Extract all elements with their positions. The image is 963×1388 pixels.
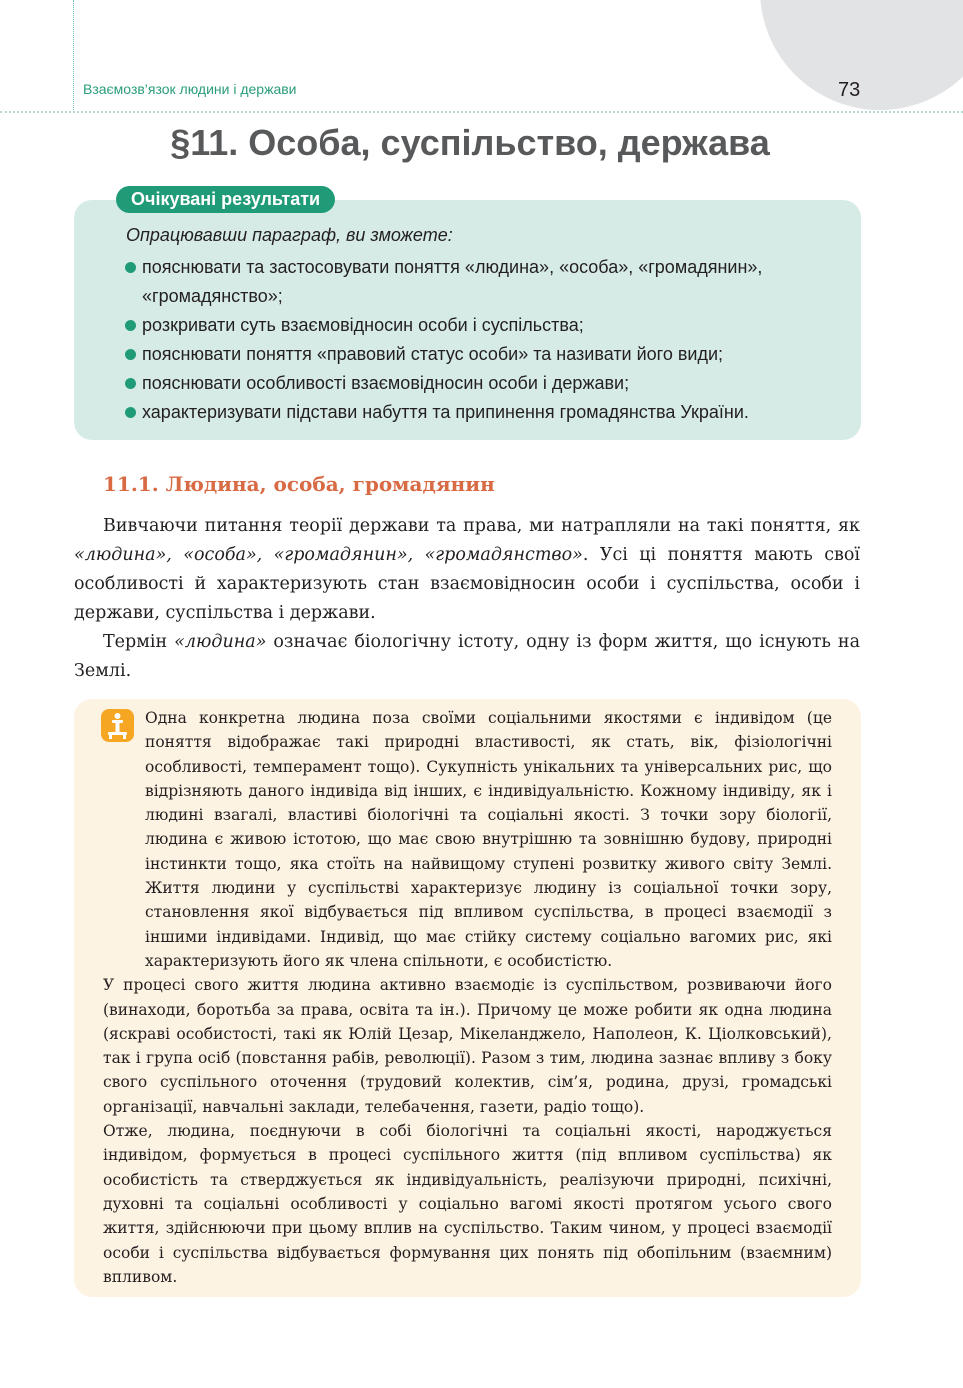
list-item: розкривати суть взаємовідносин особи і суспільства; <box>125 311 850 340</box>
bullet-icon <box>125 320 136 331</box>
info-paragraph: У процесі свого життя людина активно взаємодіє із суспільством, розвиваючи його (винаходи, боротьба за права, освіта та ін.). Причому це може робити як одна людина (яскраві особистості, такі як Юлій Цезар, Мікеланджело, Наполеон, К. Ціолковський), так і група осіб (повстання рабів, революції). Разом з тим, людина зазнає впливу з боку свого суспільного оточення (трудовий колектив, сім’я, родина, друзі, громадські організації, навчальні заклади, телебачення, газети, радіо тощо). <box>103 976 832 1116</box>
expected-results-intro: Опрацювавши параграф, ви зможете: <box>126 225 453 245</box>
page-number: 73 <box>838 79 861 101</box>
term-italic: «людина», «особа», «громадянин», «громадянство» <box>74 545 583 565</box>
term-italic: «людина» <box>174 632 267 652</box>
body-text <box>74 512 860 686</box>
bullet-icon <box>125 378 136 389</box>
paragraph: Термін «людина» означає біологічну істоту, одну із форм життя, що існують на Землі. <box>74 632 861 681</box>
list-item: пояснювати та застосовувати поняття «людина», «особа», «громадянин», «громадянство»; <box>125 253 850 311</box>
bullet-icon <box>125 262 136 273</box>
expected-results-label: Очікувані результати <box>116 186 335 213</box>
section-heading: 11.1. Людина, особа, громадянин <box>103 472 495 496</box>
info-paragraph: Отже, людина, поєднуючи в собі біологічні та соціальні якості, народжується індивідом, формується в процесі суспільного життя (під впливом суспільства) як особистість та стверджується як індивідуальність, реалізуючи природні, психічні, духовні та соціальні особливості у соціально вагомі якості протягом усього свого життя, здійснюючи при цьому вплив на суспільство. Таким чином, у процесі взаємодії особи і суспільства відбувається формування цих понять під обопільним (взаємним) впливом. <box>103 1122 832 1286</box>
list-item: пояснювати поняття «правовий статус особи» та називати його види; <box>125 340 850 369</box>
header-divider <box>0 111 963 113</box>
expected-results-list <box>125 253 850 427</box>
paragraph: Вивчаючи питання теорії держави та права, ми натрапляли на такі поняття, як «людина», «особа», «громадянин», «громадянство». Усі ці поняття мають свої особливості й характеризують стан взаємовідносин особи і суспільства, особи і держави, суспільства і держави. <box>74 516 860 623</box>
bullet-icon <box>125 407 136 418</box>
list-item: характеризувати підстави набуття та припинення громадянства України. <box>125 398 850 427</box>
corner-decoration <box>760 0 963 110</box>
list-item: пояснювати особливості взаємовідносин особи і держави; <box>125 369 850 398</box>
page-title: §11. Особа, суспільство, держава <box>170 122 770 163</box>
running-head: Взаємозв’язок людини і держави <box>83 81 297 97</box>
info-paragraph: Одна конкретна людина поза своїми соціальними якостями є індивідом (це поняття відображає такі природні властивості, як стать, вік, фізіологічні особливості, темперамент тощо). Сукупність унікальних та універсальних рис, що відрізняють даного індивіда від інших, є індивідуальністю. Кожному індивіду, як і людині взагалі, властиві біологічні та соціальні якості. З точки зору біології, людина є живою істотою, що має свою внутрішню та зовнішню будову, природні інстинкти тощо, яка стоїть на найвищому ступені розвитку живого світу Землі. Життя людини у суспільстві характеризує людину із соціальної точки зору, становлення якої відбувається під впливом суспільства, в процесі взаємодії з іншими індивідами. Індивід, що має стійку систему соціально вагомих рис, які характеризують його як члена спільноти, є особистістю. <box>145 709 832 970</box>
margin-rule <box>73 0 74 110</box>
bullet-icon <box>125 349 136 360</box>
info-text <box>103 706 832 1289</box>
